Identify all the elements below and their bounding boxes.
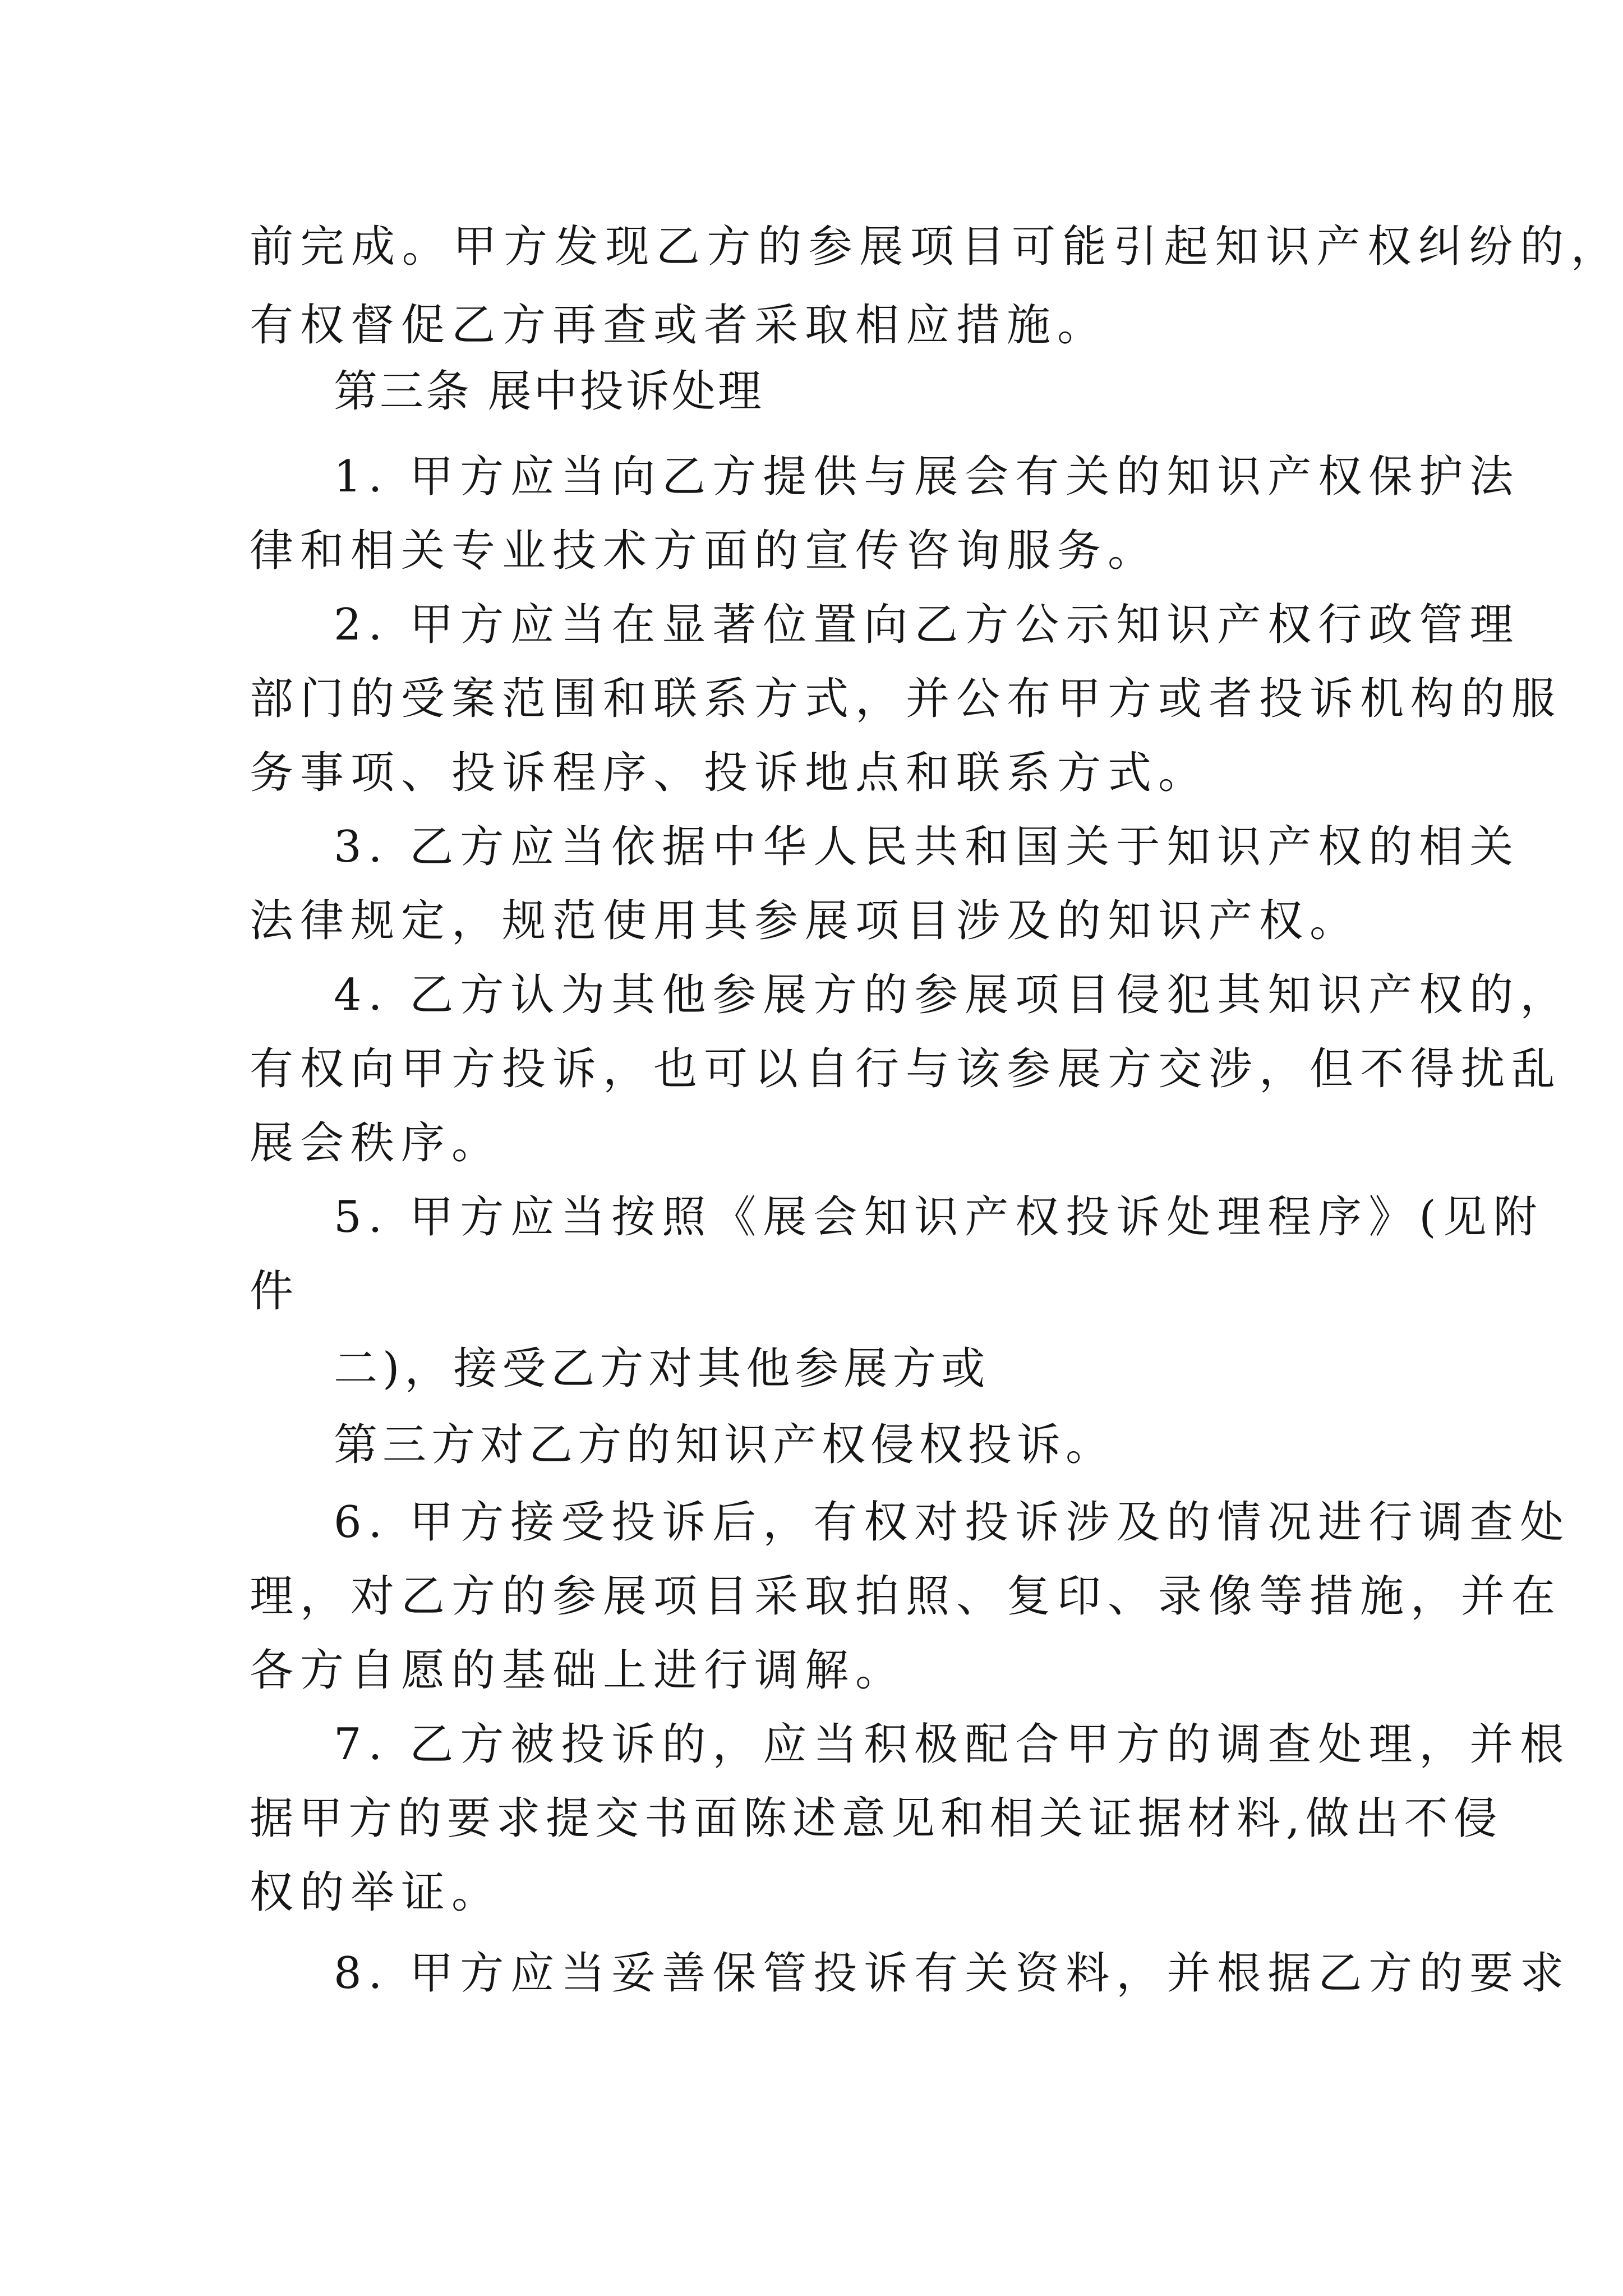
text-line: 有权督促乙方再查或者采取相应措施。: [250, 300, 1108, 351]
text-line: 前完成。甲方发现乙方的参展项目可能引起知识产权纠纷的，: [250, 222, 1622, 272]
text-line: 5. 甲方应当按照《展会知识产权投诉处理程序》(见附: [334, 1192, 1544, 1243]
text-line: 展会秩序。: [250, 1118, 502, 1168]
text-line: 3. 乙方应当依据中华人民共和国关于知识产权的相关: [334, 822, 1520, 872]
text-line: 法律规定，规范使用其参展项目涉及的知识产权。: [250, 896, 1361, 946]
text-line: 务事项、投诉程序、投诉地点和联系方式。: [250, 748, 1209, 798]
text-line: 二)，接受乙方对其他参展方或: [334, 1343, 990, 1394]
text-line: 6. 甲方接受投诉后，有权对投诉涉及的情况进行调查处: [334, 1497, 1571, 1548]
text-line: 第三方对乙方的知识产权侵权投诉。: [334, 1420, 1115, 1470]
text-line: 部门的受案范围和联系方式，并公布甲方或者投诉机构的服: [250, 674, 1562, 724]
text-line: 4. 乙方认为其他参展方的参展项目侵犯其知识产权的，: [334, 970, 1571, 1020]
text-line: 理，对乙方的参展项目采取拍照、复印、录像等措施，并在: [250, 1571, 1562, 1622]
text-line: 2. 甲方应当在显著位置向乙方公示知识产权行政管理: [334, 600, 1520, 650]
section-heading: 第三条 展中投诉处理: [334, 366, 764, 417]
text-line: 权的举证。: [250, 1867, 502, 1918]
text-line: 8. 甲方应当妥善保管投诉有关资料，并根据乙方的要求: [334, 1948, 1571, 1999]
text-line: 1. 甲方应当向乙方提供与展会有关的知识产权保护法: [334, 452, 1520, 502]
text-line: 各方自愿的基础上进行调解。: [250, 1645, 906, 1696]
text-line: 据甲方的要求提交书面陈述意见和相关证据材料,做出不侵: [250, 1793, 1503, 1844]
text-line: 7. 乙方被投诉的，应当积极配合甲方的调查处理，并根: [334, 1719, 1571, 1770]
text-line: 律和相关专业技术方面的宣传咨询服务。: [250, 526, 1159, 576]
text-line: 件: [250, 1266, 301, 1317]
text-line: 有权向甲方投诉，也可以自行与该参展方交涉，但不得扰乱: [250, 1044, 1562, 1094]
